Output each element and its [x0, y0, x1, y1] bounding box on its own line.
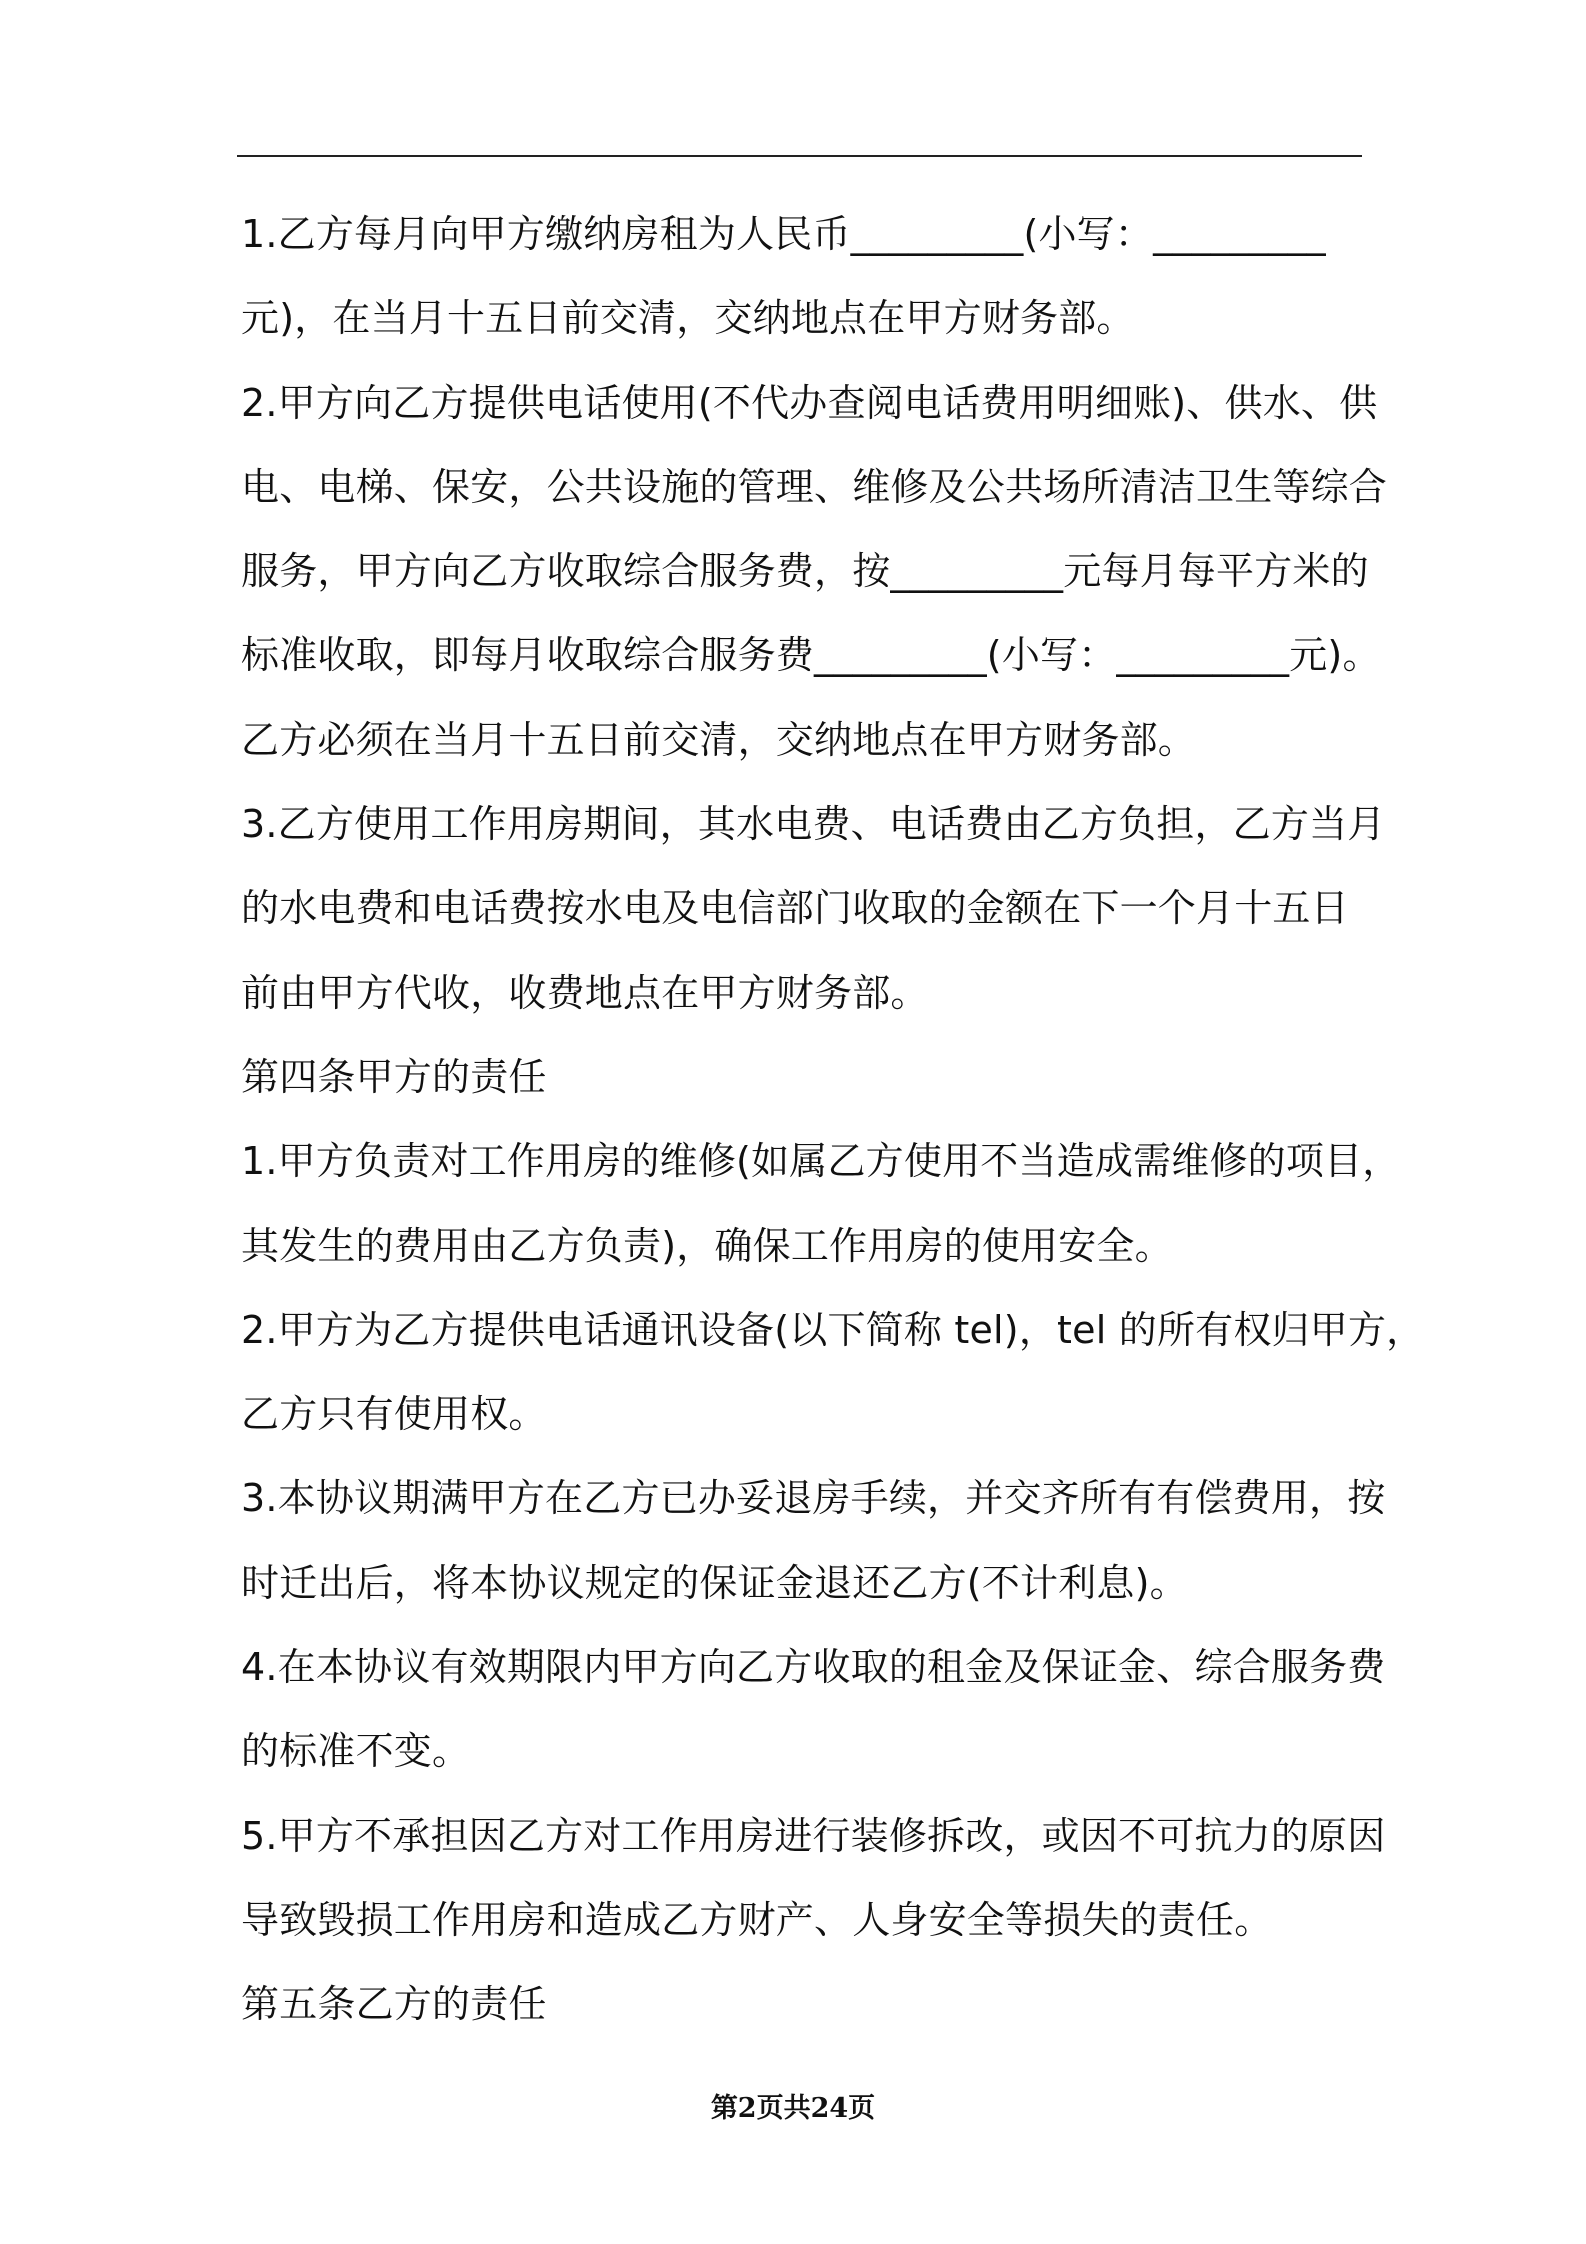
text-line: 标准收取，即每月收取综合服务费_________(小写：_________元)。 [241, 633, 1381, 678]
text-line: 服务，甲方向乙方收取综合服务费，按_________元每月每平方米的 [241, 549, 1369, 594]
text-line: 电、电梯、保安，公共设施的管理、维修及公共场所清洁卫生等综合 [241, 464, 1388, 509]
text-line: 2.甲方向乙方提供电话使用(不代办查阅电话费用明细账)、供水、供 [241, 380, 1378, 425]
text-line: 导致毁损工作用房和造成乙方财产、人身安全等损失的责任。 [241, 1897, 1273, 1942]
text-line: 其发生的费用由乙方负责)，确保工作用房的使用安全。 [241, 1223, 1173, 1268]
document-body [241, 192, 1425, 2047]
section-heading: 第五条乙方的责任 [241, 1982, 547, 2027]
page-number: 第2页共24页 [710, 2093, 876, 2124]
text-line: 乙方只有使用权。 [241, 1392, 547, 1437]
text-line: 1.甲方负责对工作用房的维修(如属乙方使用不当造成需维修的项目， [241, 1139, 1401, 1184]
text-line: 1.乙方每月向甲方缴纳房租为人民币_________(小写：_________ [241, 212, 1326, 256]
text-line: 3.本协议期满甲方在乙方已办妥退房手续，并交齐所有有偿费用，按 [241, 1476, 1386, 1521]
section-heading: 第四条甲方的责任 [241, 1054, 547, 1099]
text-line: 乙方必须在当月十五日前交清，交纳地点在甲方财务部。 [241, 717, 1197, 762]
text-line: 2.甲方为乙方提供电话通讯设备(以下简称 tel)，tel 的所有权归甲方， [241, 1307, 1425, 1352]
text-line: 4.在本协议有效期限内甲方向乙方收取的租金及保证金、综合服务费 [241, 1645, 1386, 1690]
text-line: 的标准不变。 [241, 1729, 471, 1774]
text-line: 5.甲方不承担因乙方对工作用房进行装修拆改，或因不可抗力的原因 [241, 1813, 1386, 1858]
text-line: 时迁出后，将本协议规定的保证金退还乙方(不计利息)。 [241, 1560, 1188, 1605]
text-line: 前由甲方代收，收费地点在甲方财务部。 [241, 970, 929, 1015]
text-line: 的水电费和电话费按水电及电信部门收取的金额在下一个月十五日 [241, 886, 1349, 931]
header-rule [237, 155, 1362, 157]
text-line: 3.乙方使用工作用房期间，其水电费、电话费由乙方负担，乙方当月 [241, 802, 1386, 847]
text-line: 元)，在当月十五日前交清，交纳地点在甲方财务部。 [241, 296, 1135, 341]
